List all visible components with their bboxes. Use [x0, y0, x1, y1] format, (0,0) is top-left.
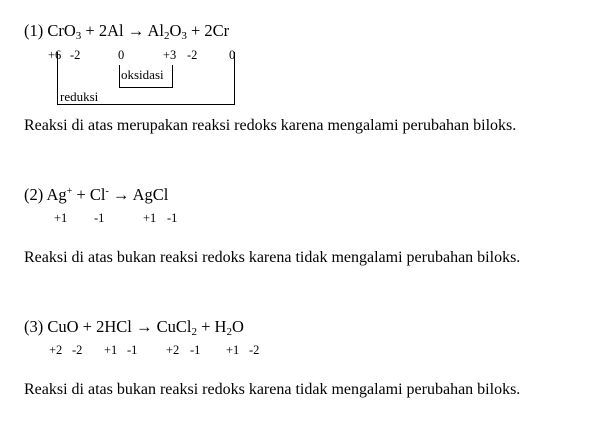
reaction-number: (1): [24, 21, 44, 40]
oxidation-state: -2: [70, 48, 81, 62]
oxidation-state: +2: [49, 343, 63, 357]
reaction-1-statement: Reaksi di atas merupakan reaksi redoks karena mengalami perubahan biloks.: [24, 117, 517, 134]
equation-part: O: [231, 317, 244, 336]
equation-part: CuO + 2HCl → CuCl: [47, 317, 192, 336]
oxidation-state: 0: [118, 48, 125, 62]
oxidation-state: +6: [48, 48, 62, 62]
product-al2o3: $Al_2O_3$: [147, 21, 187, 42]
product-cr: + 2Cr: [186, 21, 230, 40]
oxidation-state: +1: [104, 343, 118, 357]
oxidation-state: +1: [226, 343, 240, 357]
reactant-cl-ion: + Cl-: [72, 185, 109, 204]
reaction-3-statement: Reaksi di atas bukan reaksi redoks karena tidak mengalami perubahan biloks.: [24, 381, 521, 398]
oxidation-state: -1: [94, 211, 105, 225]
oxidation-state: -1: [190, 343, 201, 357]
reaction-2-equation: [24, 185, 168, 205]
oxidation-state: -2: [249, 343, 260, 357]
oxidation-state: +1: [143, 211, 157, 225]
oxidation-state: +2: [166, 343, 180, 357]
reaction-1-equation: [24, 21, 229, 41]
reduction-label: reduksi: [60, 89, 99, 104]
reaction-number: (2): [24, 185, 44, 204]
oxidation-state: +1: [54, 211, 68, 225]
equation-part: + H: [196, 317, 227, 336]
oxidation-state: +3: [163, 48, 177, 62]
reaction-number: (3): [24, 317, 44, 336]
reaction-3-equation: [24, 317, 244, 337]
subscript: 2: [226, 326, 232, 338]
equation-middle: + 2Al →: [81, 21, 148, 40]
reaction-2-statement: Reaksi di atas bukan reaksi redoks karena tidak mengalami perubahan biloks.: [24, 249, 521, 266]
oxidation-state: 0: [229, 48, 236, 62]
reactant-cro3: CrO$_3$: [47, 21, 82, 42]
oxidation-label: oksidasi: [121, 67, 164, 82]
product-agcl: → AgCl: [108, 185, 169, 204]
subscript: 2: [191, 326, 197, 338]
reactant-ag-ion: Ag+: [46, 185, 73, 204]
oxidation-state: -1: [167, 211, 178, 225]
oxidation-state: -1: [127, 343, 138, 357]
oxidation-state: -2: [72, 343, 83, 357]
oxidation-state: -2: [187, 48, 198, 62]
